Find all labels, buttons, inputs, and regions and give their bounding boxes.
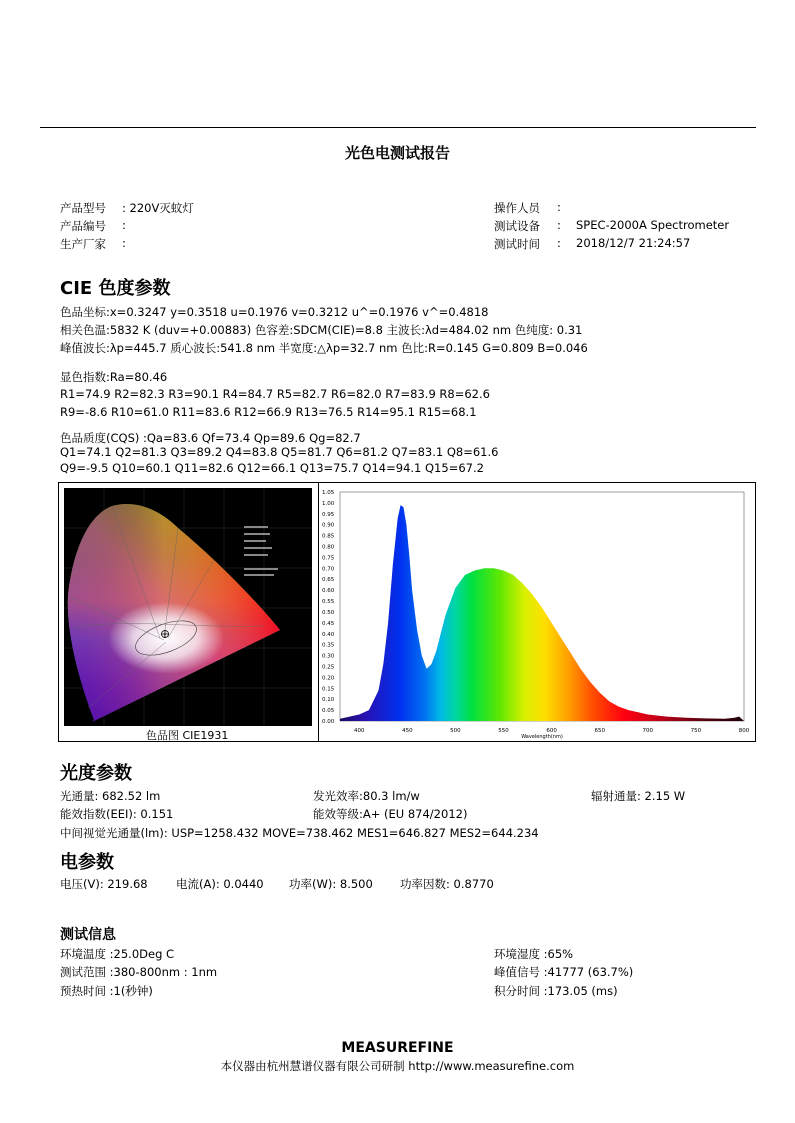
- brand-name: MEASUREFINE: [341, 1040, 454, 1056]
- model-value: : 220V灭蚊灯: [122, 201, 194, 215]
- operator-label: 操作人员: [494, 201, 540, 215]
- eei-value: 能效指数(EEI): 0.151: [60, 807, 174, 821]
- y-tick-label: 0.00: [322, 719, 335, 725]
- time-label: 测试时间: [494, 237, 540, 251]
- y-tick-label: 0.10: [322, 697, 335, 704]
- integration-time: 积分时间 :173.05 (ms): [494, 984, 618, 998]
- y-tick-label: 0.30: [322, 653, 335, 660]
- x-tick-label: 650: [594, 728, 605, 734]
- x-tick-label: 500: [450, 728, 461, 734]
- y-tick-label: 0.35: [322, 642, 335, 649]
- y-tick-label: 0.50: [322, 609, 335, 616]
- y-tick-label: 0.80: [322, 544, 335, 551]
- time-value: 2018/12/7 21:24:57: [576, 236, 691, 250]
- y-tick-label: 0.05: [322, 708, 335, 715]
- r-values-row-1: R1=74.9 R2=82.3 R3=90.1 R4=84.7 R5=82.7 R6=82.0 R7=83.9 R8=62.6: [60, 387, 490, 401]
- test-section-title: 测试信息: [60, 927, 116, 943]
- y-tick-label: 0.15: [322, 686, 335, 693]
- q-values-row-2: Q9=-9.5 Q10=60.1 Q11=82.6 Q12=66.1 Q13=75.7 Q14=94.1 Q15=67.2: [60, 461, 484, 475]
- y-tick-label: 1.05: [322, 490, 335, 496]
- ambient-humidity: 环境湿度 :65%: [494, 947, 574, 961]
- ra-value: 显色指数:Ra=80.46: [60, 370, 168, 384]
- footer-line: 本仪器由杭州慧谱仪器有限公司研制 http://www.measurefine.com: [220, 1059, 575, 1073]
- cie-line-2: 相关色温:5832 K (duv=+0.00883) 色容差:SDCM(CIE)=8.8 主波长:λd=484.02 nm 色纯度: 0.31: [60, 323, 583, 337]
- y-tick-label: 0.60: [322, 588, 335, 595]
- x-tick-label: 450: [402, 728, 413, 734]
- y-tick-label: 0.70: [322, 566, 335, 573]
- device-colon: :: [557, 218, 561, 232]
- y-tick-label: 0.55: [322, 599, 335, 606]
- x-tick-label: 400: [353, 728, 365, 734]
- cie-section-title: CIE 色度参数: [60, 278, 171, 299]
- header-rule: [40, 127, 756, 128]
- cie-line-3: 峰值波长:λp=445.7 质心波长:541.8 nm 半宽度:△λp=32.7 nm 色比:R=0.145 G=0.809 B=0.046: [60, 341, 588, 355]
- x-tick-label: 550: [498, 728, 509, 734]
- y-tick-label: 0.95: [322, 511, 335, 518]
- operator-value: :: [557, 200, 561, 214]
- y-tick-label: 0.40: [322, 631, 335, 638]
- model-label: 产品型号: [60, 201, 106, 215]
- elec-section-title: 电参数: [60, 852, 114, 873]
- mesopic-flux: 中间视觉光通量(lm): USP=1258.432 MOVE=738.462 MES1=646.827 MES2=644.234: [60, 826, 539, 840]
- cqs-line: 色品质度(CQS) :Qa=83.6 Qf=73.4 Qp=89.6 Qg=82.7: [60, 431, 361, 445]
- device-label: 测试设备: [494, 219, 540, 233]
- y-tick-label: 1.00: [322, 500, 335, 507]
- maker-value: :: [122, 236, 126, 250]
- y-tick-label: 0.75: [322, 555, 335, 562]
- maker-label: 生产厂家: [60, 237, 106, 251]
- report-title: 光色电测试报告: [344, 144, 450, 162]
- device-value: SPEC-2000A Spectrometer: [576, 218, 730, 232]
- radiant-flux: 辐射通量: 2.15 W: [591, 789, 686, 803]
- y-tick-label: 0.65: [322, 577, 335, 584]
- x-tick-label: 750: [690, 728, 702, 734]
- r-values-row-2: R9=-8.6 R10=61.0 R11=83.6 R12=66.9 R13=76.5 R14=95.1 R15=68.1: [60, 405, 477, 419]
- y-tick-label: 0.90: [322, 522, 335, 529]
- current: 电流(A): 0.0440: [176, 877, 264, 891]
- preheat-time: 预热时间 :1(秒钟): [60, 984, 153, 998]
- y-tick-label: 0.25: [322, 664, 335, 671]
- x-tick-label: 800: [738, 728, 750, 734]
- y-tick-label: 0.85: [322, 533, 335, 540]
- cie-chromaticity-diagram: [64, 488, 312, 726]
- figure-divider: [318, 482, 319, 742]
- x-tick-label: 700: [642, 728, 654, 734]
- voltage: 电压(V): 219.68: [60, 877, 148, 891]
- photo-section-title: 光度参数: [60, 763, 132, 784]
- power-factor: 功率因数: 0.8770: [400, 877, 494, 891]
- number-value: :: [122, 218, 126, 232]
- energy-grade: 能效等级:A+ (EU 874/2012): [313, 807, 468, 821]
- x-axis-label: Wavelength(nm): [521, 734, 563, 740]
- test-range: 测试范围 :380-800nm : 1nm: [60, 965, 218, 979]
- cie-diagram-caption: 色品图 CIE1931: [146, 729, 229, 742]
- y-tick-label: 0.20: [322, 675, 335, 682]
- peak-signal: 峰值信号 :41777 (63.7%): [494, 965, 634, 979]
- spectrum-chart: [320, 488, 748, 740]
- number-label: 产品编号: [60, 219, 106, 233]
- cie-line-1: 色品坐标:x=0.3247 y=0.3518 u=0.1976 v=0.3212 u^=0.1976 v^=0.4818: [60, 305, 489, 319]
- q-values-row-1: Q1=74.1 Q2=81.3 Q3=89.2 Q4=83.8 Q5=81.7 Q6=81.2 Q7=83.1 Q8=61.6: [60, 445, 499, 459]
- time-colon: :: [557, 236, 561, 250]
- luminous-efficacy: 发光效率:80.3 lm/w: [313, 789, 420, 803]
- power: 功率(W): 8.500: [289, 877, 373, 891]
- ambient-temp: 环境温度 :25.0Deg C: [60, 947, 175, 961]
- x-tick-label: 600: [546, 728, 557, 734]
- luminous-flux: 光通量: 682.52 lm: [60, 789, 161, 803]
- y-tick-label: 0.45: [322, 620, 335, 627]
